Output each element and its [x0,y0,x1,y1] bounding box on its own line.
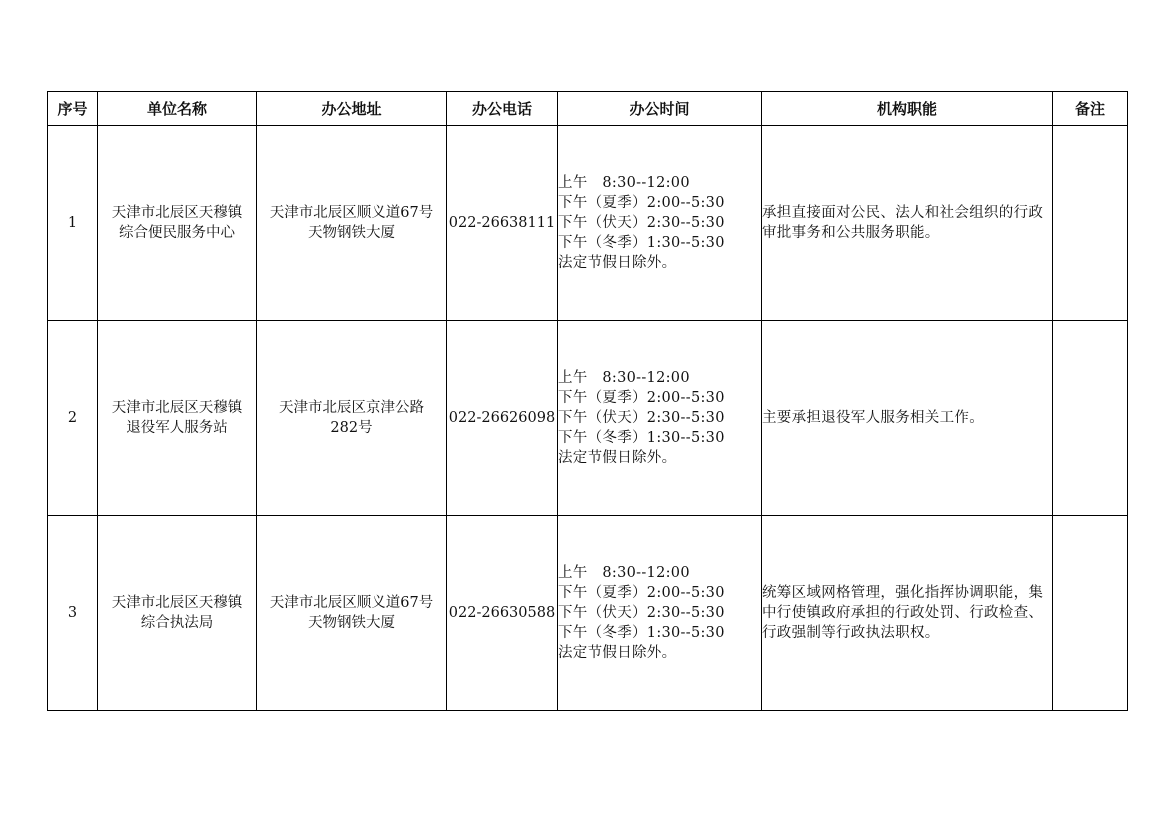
unit-name-cell [98,516,257,711]
unit-name-line: 综合执法局 [140,615,214,631]
hours-summer: 下午（夏季）2:00--5:30 [558,390,725,406]
function-cell: 主要承担退役军人服务相关工作。 [762,321,1053,516]
hours-dog-days: 下午（伏天）2:30--5:30 [558,410,725,426]
phone-cell: 022-26626098 [447,321,558,516]
address-line: 天物钢铁大厦 [308,225,395,241]
hours-morning: 上午 8:30--12:00 [558,175,690,191]
remarks-cell [1053,516,1128,711]
hours-dog-days: 下午（伏天）2:30--5:30 [558,605,725,621]
unit-name-cell [98,126,257,321]
table-row [48,126,1128,321]
address-line: 天物钢铁大厦 [308,615,395,631]
office-hours-cell [558,516,762,711]
address-line: 282号 [330,420,373,436]
table-row [48,321,1128,516]
header-unit-name: 单位名称 [98,92,257,126]
unit-name-line: 天津市北辰区天穆镇 [111,205,243,221]
serial-number-cell: 2 [48,321,98,516]
header-remarks: 备注 [1053,92,1128,126]
phone-cell: 022-26638111 [447,126,558,321]
table-row [48,516,1128,711]
hours-dog-days: 下午（伏天）2:30--5:30 [558,215,725,231]
hours-winter: 下午（冬季）1:30--5:30 [558,235,725,251]
address-line: 天津市北辰区顺义道67号 [269,205,434,221]
serial-number-cell: 3 [48,516,98,711]
function-cell: 统筹区域网格管理，强化指挥协调职能，集中行使镇政府承担的行政处罚、行政检查、行政强制等行政执法职权。 [762,516,1053,711]
hours-summer: 下午（夏季）2:00--5:30 [558,195,725,211]
header-row [48,92,1128,126]
hours-holiday-note: 法定节假日除外。 [558,255,677,271]
unit-name-cell [98,321,257,516]
phone-cell: 022-26630588 [447,516,558,711]
hours-holiday-note: 法定节假日除外。 [558,450,677,466]
hours-winter: 下午（冬季）1:30--5:30 [558,430,725,446]
office-hours-cell [558,126,762,321]
header-office-address: 办公地址 [257,92,447,126]
address-cell [257,516,447,711]
header-functions: 机构职能 [762,92,1053,126]
unit-name-line: 天津市北辰区天穆镇 [111,400,243,416]
address-line: 天津市北辰区京津公路 [279,400,424,416]
office-info-table [47,91,1128,711]
header-office-phone: 办公电话 [447,92,558,126]
hours-summer: 下午（夏季）2:00--5:30 [558,585,725,601]
header-serial-number: 序号 [48,92,98,126]
remarks-cell [1053,126,1128,321]
hours-holiday-note: 法定节假日除外。 [558,645,677,661]
office-hours-cell [558,321,762,516]
hours-morning: 上午 8:30--12:00 [558,370,690,386]
hours-winter: 下午（冬季）1:30--5:30 [558,625,725,641]
unit-name-line: 天津市北辰区天穆镇 [111,595,243,611]
unit-name-line: 退役军人服务站 [126,420,228,436]
address-line: 天津市北辰区顺义道67号 [269,595,434,611]
function-cell: 承担直接面对公民、法人和社会组织的行政审批事务和公共服务职能。 [762,126,1053,321]
header-office-hours: 办公时间 [558,92,762,126]
address-cell [257,126,447,321]
unit-name-line: 综合便民服务中心 [119,225,235,241]
serial-number-cell: 1 [48,126,98,321]
remarks-cell [1053,321,1128,516]
hours-morning: 上午 8:30--12:00 [558,565,690,581]
address-cell [257,321,447,516]
